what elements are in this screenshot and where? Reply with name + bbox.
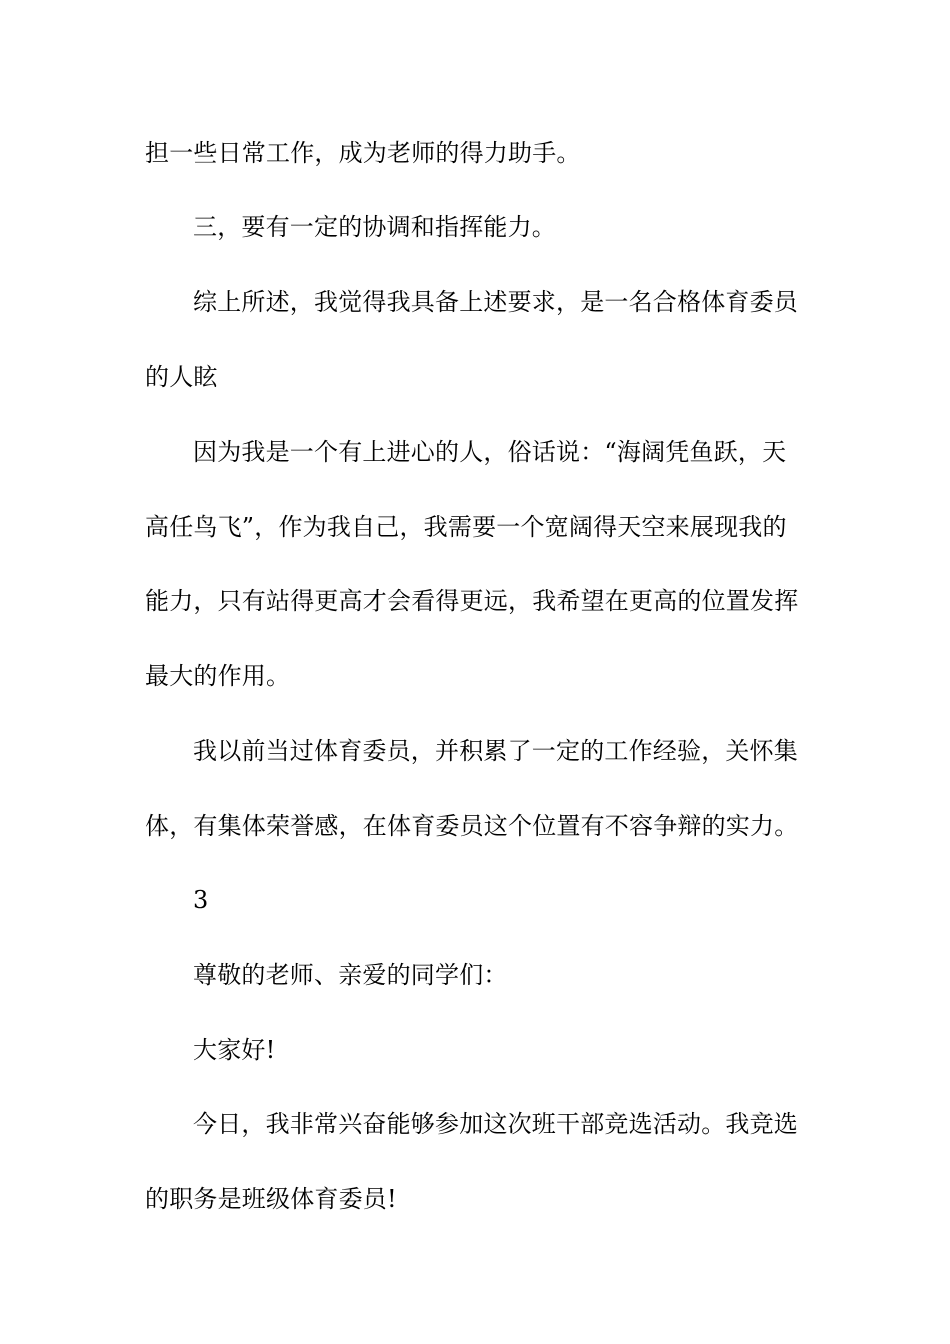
section-number: 3 [193,886,209,914]
text-line: 的人眩 [145,363,218,391]
text-line: 担一些日常工作，成为老师的得力助手。 [145,139,581,167]
text-line: 综上所述，我觉得我具备上述要求，是一名合格体育委员 [193,288,798,316]
text-line: 体，有集体荣誉感，在体育委员这个位置有不容争辩的实力。 [145,812,799,840]
greeting: 大家好! [193,1036,276,1064]
text-line: 三，要有一定的协调和指挥能力。 [193,213,556,241]
text-line: 因为我是一个有上进心的人，俗话说：“海阔凭鱼跃，天 [193,438,787,466]
salutation: 尊敬的老师、亲爱的同学们： [193,961,508,989]
text-line: 的职务是班级体育委员! [145,1185,397,1213]
text-line: 最大的作用。 [145,662,291,690]
text-line: 能力，只有站得更高才会看得更远，我希望在更高的位置发挥 [145,587,799,615]
text-line: 我以前当过体育委员，并积累了一定的工作经验，关怀集 [193,737,798,765]
text-line: 高任鸟飞”，作为我自己，我需要一个宽阔得天空来展现我的 [145,513,787,541]
text-line: 今日，我非常兴奋能够参加这次班干部竞选活动。我竞选 [193,1110,798,1138]
